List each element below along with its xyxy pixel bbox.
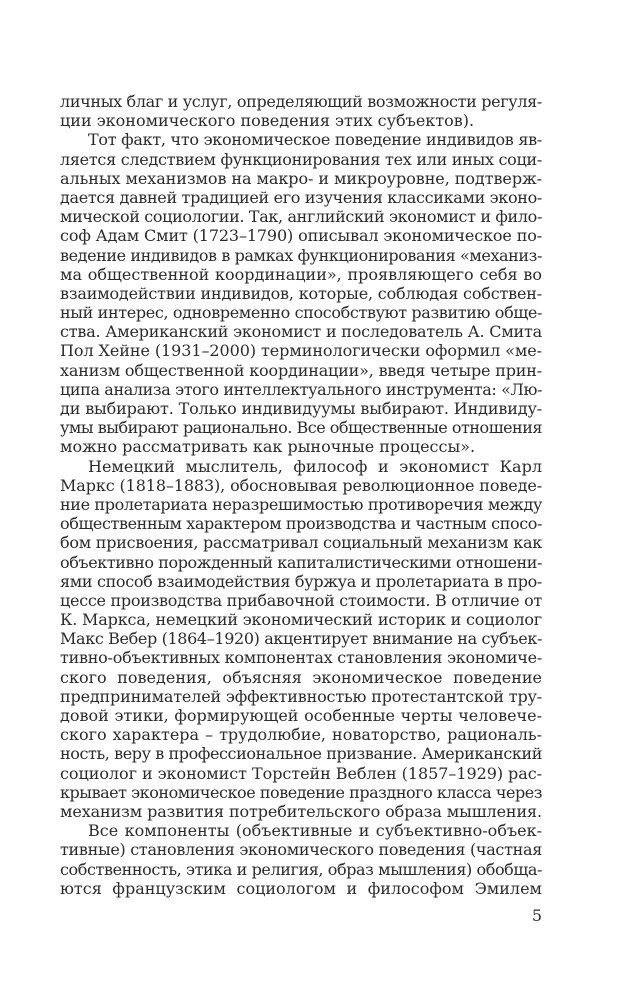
text-line: довой этики, формирующей особенные черты человече-: [60, 706, 542, 725]
text-line: Все компоненты (объективные и субъективно-объек-: [88, 821, 542, 841]
text-line: Маркс (1818–1883), обосновывая революционное поведе-: [60, 475, 542, 495]
text-line: тивные) становления экономического поведения (частная: [60, 840, 543, 860]
page-number: 5: [531, 906, 542, 925]
text-line: ди выбирают. Только индивидуумы выбирают. Индивиду-: [60, 399, 543, 418]
text-line: предпринимателей эффективностью протестантской тру-: [60, 686, 542, 706]
text-line: собственность, этика и религия, образ мышления) обобща-: [60, 859, 542, 879]
text-line: соф Адам Смит (1723–1790) описывал экономическое по-: [60, 226, 543, 246]
text-line: взаимодействии индивидов, которые, соблюдая собствен-: [60, 283, 543, 303]
text-line: ный интерес, одновременно способствуют развитию обще-: [60, 303, 542, 323]
text-line: ность, веру в профессиональное призвание. Американский: [60, 744, 542, 764]
text-line: ведение индивидов в рамках функционирования «механиз-: [60, 245, 542, 265]
text-line: ского характера – трудолюбие, новаторство, рациональ-: [60, 725, 542, 745]
text-line: ции экономического поведения этих субъектов).: [60, 111, 475, 131]
text-line: ляется следствием функционирования тех или иных соци-: [60, 149, 542, 169]
text-line: объективно порожденный капиталистическими отношени-: [60, 552, 542, 572]
text-line: личных благ и услуг, определяющий возможности регуля-: [60, 92, 542, 111]
text-line: Пол Хейне (1931–2000) терминологически оформил «ме-: [60, 341, 543, 361]
text-line: дается давней традицией его изучения классиками эконо-: [60, 187, 543, 207]
text-line: ма общественной координации», проявляющего себя во: [60, 264, 542, 284]
text-line: альных механизмов на макро- и микроуровне, подтверж-: [60, 168, 542, 188]
text-line: крывает экономическое поведение праздного класса через: [60, 782, 542, 802]
text-line: Тот факт, что экономическое поведение индивидов яв-: [88, 130, 543, 150]
text-line: общественным характером производства и частным спосо-: [60, 514, 543, 534]
text-line: Немецкий мыслитель, философ и экономист Карл: [88, 456, 542, 476]
text-line: К. Маркса, немецкий экономический историк и социолог: [60, 610, 542, 630]
text-line: тивно-объективных компонентах становления экономиче-: [60, 648, 543, 668]
paragraph: [60, 130, 542, 456]
text-line: мической социологии. Так, английский экономист и фило-: [60, 207, 543, 227]
paragraph: [60, 821, 542, 898]
text-line: можно рассматривать как рыночные процессы».: [60, 437, 476, 457]
paragraph: [60, 457, 542, 822]
text-line: цессе производства прибавочной стоимости. В отличие от: [60, 590, 542, 610]
text-line: умы выбирают рационально. Все общественные отношения: [60, 418, 542, 438]
text-line: ства. Американский экономист и последователь А. Смита: [60, 322, 542, 342]
text-line: механизм развития потребительского образа мышления.: [60, 801, 542, 821]
text-line: ского поведения, объясняя экономическое поведение: [60, 667, 542, 687]
text-line: ются французским социологом и философом Эмилем: [60, 878, 542, 898]
text-line: ние пролетариата неразрешимостью противоречия между: [60, 494, 542, 514]
text-line: ями способ взаимодействия буржуа и пролетариата в про-: [60, 571, 543, 591]
text-line: ципа анализа этого интеллектуального инструмента: «Лю-: [60, 379, 543, 399]
text-line: бом присвоения, рассматривал социальный механизм как: [60, 533, 543, 553]
body-text: [60, 92, 542, 898]
text-line: социолог и экономист Торстейн Веблен (1857–1929) рас-: [60, 763, 543, 783]
paragraph: [60, 92, 542, 130]
text-line: ханизм общественной координации», введя четыре прин-: [60, 360, 542, 380]
text-line: Макс Вебер (1864–1920) акцентирует внимание на субъек-: [60, 629, 542, 649]
